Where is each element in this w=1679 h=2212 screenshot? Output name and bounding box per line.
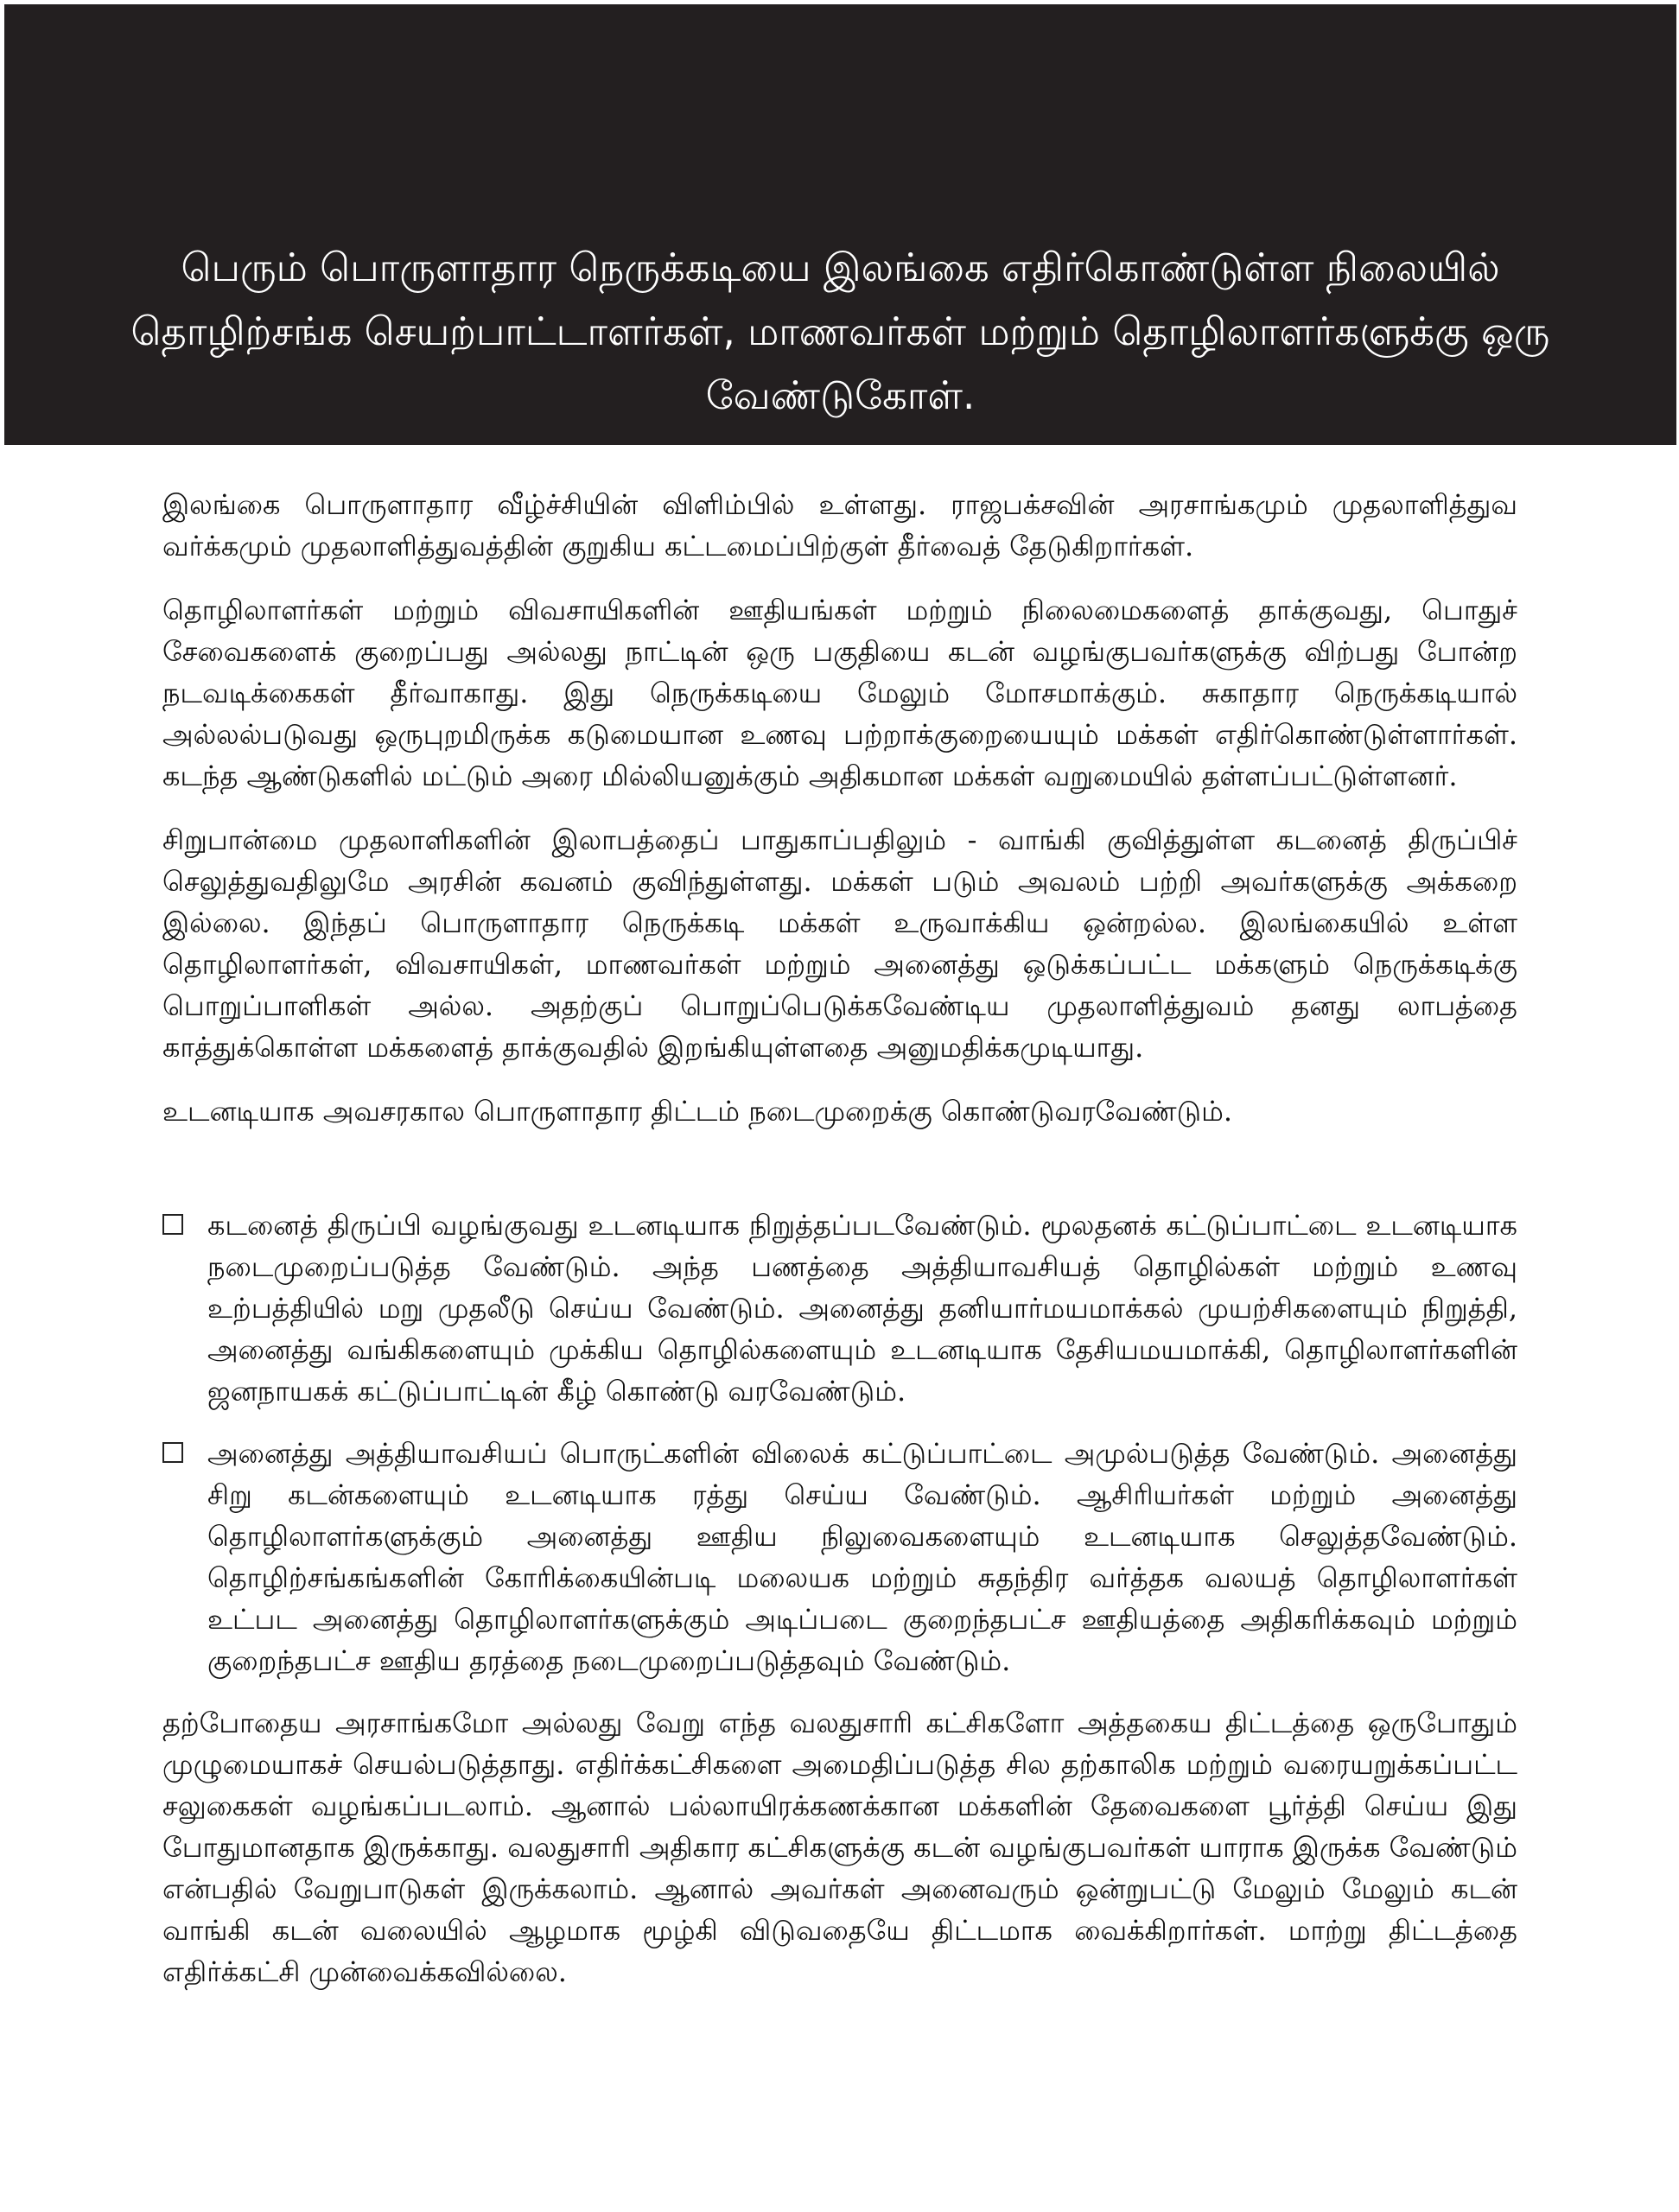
checkbox-icon	[162, 1214, 183, 1235]
title-banner	[4, 4, 1676, 445]
measures-paragraph: தொழிலாளர்கள் மற்றும் விவசாயிகளின் ஊதியங்கள் மற்றும் நிலைமைகளைத் தாக்குவது, பொதுச் சேவைகளைக் குறைப்பது அல்லது நாட்டின் ஒரு பகுதியை கடன் வழங்குபவர்களுக்கு விற்பது போன்ற நடவடிக்கைகள் தீர்வாகாது. இது நெருக்கடியை மேலும் மோசமாக்கும். சுகாதார நெருக்கடியால் அல்லல்படுவது ஒருபுறமிருக்க கடுமையான உணவு பற்றாக்குறையையும் மக்கள் எதிர்கொண்டுள்ளார்கள். கடந்த ஆண்டுகளில் மட்டும் அரை மில்லியனுக்கும் அதிகமான மக்கள் வறுமையில் தள்ளப்பட்டுள்ளனர்.	[162, 594, 1518, 792]
demand-debt-text: கடனைத் திருப்பி வழங்குவது உடனடியாக நிறுத்தப்படவேண்டும். மூலதனக் கட்டுப்பாட்டை உடனடியாக நடைமுறைப்படுத்த வேண்டும். அந்த பணத்தை அத்தியாவசியத் தொழில்கள் மற்றும் உணவு உற்பத்தியில் மறு முதலீடு செய்ய வேண்டும். அனைத்து தனியார்மயமாக்கல் முயற்சிகளையும் நிறுத்தி, அனைத்து வங்கிகளையும் முக்கிய தொழில்களையும் உடனடியாக தேசியமயமாக்கி, தொழிலாளர்களின் ஜனநாயகக் கட்டுப்பாட்டின் கீழ் கொண்டு வரவேண்டும்.	[207, 1209, 1517, 1408]
state-focus-paragraph: சிறுபான்மை முதலாளிகளின் இலாபத்தைப் பாதுகாப்பதிலும் - வாங்கி குவித்துள்ள கடனைத் திருப்பிச் செலுத்துவதிலுமே அரசின் கவனம் குவிந்துள்ளது. மக்கள் படும் அவலம் பற்றி அவர்களுக்கு அக்கறை இல்லை. இந்தப் பொருளாதார நெருக்கடி மக்கள் உருவாக்கிய ஒன்றல்ல. இலங்கையில் உள்ள தொழிலாளர்கள், விவசாயிகள், மாணவர்கள் மற்றும் அனைத்து ஒடுக்கப்பட்ட மக்களும் நெருக்கடிக்கு பொறுப்பாளிகள் அல்ல. அதற்குப் பொறுப்பெடுக்கவேண்டிய முதலாளித்துவம் தனது லாபத்தை காத்துக்கொள்ள மக்களைத் தாக்குவதில் இறங்கியுள்ளதை அனுமதிக்கமுடியாது.	[162, 823, 1517, 1064]
demands-list	[162, 1205, 1517, 1681]
intro-paragraph: இலங்கை பொருளாதார வீழ்ச்சியின் விளிம்பில் உள்ளது. ராஜபக்சவின் அரசாங்கமும் முதலாளித்துவ வர்க்கமும் முதலாளித்துவத்தின் குறுகிய கட்டமைப்பிற்குள் தீர்வைத் தேடுகிறார்கள்.	[162, 488, 1517, 563]
page-title: பெரும் பொருளாதார நெருக்கடியை இலங்கை எதிர்கொண்டுள்ள நிலையில் தொழிற்சங்க செயற்பாட்டாளர்கள், மாணவர்கள் மற்றும் தொழிலாளர்களுக்கு ஒரு வேண்டுகோள்.	[130, 245, 1550, 418]
document-body	[162, 484, 1517, 2015]
closing-paragraph: தற்போதைய அரசாங்கமோ அல்லது வேறு எந்த வலதுசாரி கட்சிகளோ அத்தகைய திட்டத்தை ஒருபோதும் முழுமையாகச் செயல்படுத்தாது. எதிர்க்கட்சிகளை அமைதிப்படுத்த சில தற்காலிக மற்றும் வரையறுக்கப்பட்ட சலுகைகள் வழங்கப்படலாம். ஆனால் பல்லாயிரக்கணக்கான மக்களின் தேவைகளை பூர்த்தி செய்ய இது போதுமானதாக இருக்காது. வலதுசாரி அதிகார கட்சிகளுக்கு கடன் வழங்குபவர்கள் யாராக இருக்க வேண்டும் என்பதில் வேறுபாடுகள் இருக்கலாம். ஆனால் அவர்கள் அனைவரும் ஒன்றுபட்டு மேலும் மேலும் கடன் வாங்கி கடன் வலையில் ஆழமாக மூழ்கி விடுவதையே திட்டமாக வைக்கிறார்கள். மாற்று திட்டத்தை எதிர்க்கட்சி முன்வைக்கவில்லை.	[162, 1707, 1518, 1988]
list-item	[162, 1433, 1517, 1681]
list-item	[162, 1205, 1517, 1412]
demand-prices-wages-text: அனைத்து அத்தியாவசியப் பொருட்களின் விலைக் கட்டுப்பாட்டை அமுல்படுத்த வேண்டும். அனைத்து சிறு கடன்களையும் உடனடியாக ரத்து செய்ய வேண்டும். ஆசிரியர்கள் மற்றும் அனைத்து தொழிலாளர்களுக்கும் அனைத்து ஊதிய நிலுவைகளையும் உடனடியாக செலுத்தவேண்டும். தொழிற்சங்கங்களின் கோரிக்கையின்படி மலையக மற்றும் சுதந்திர வர்த்தக வலயத் தொழிலாளர்கள் உட்பட அனைத்து தொழிலாளர்களுக்கும் அடிப்படை குறைந்தபட்ச ஊதியத்தை அதிகரிக்கவும் மற்றும் குறைந்தபட்ச ஊதிய தரத்தை நடைமுறைப்படுத்தவும் வேண்டும்.	[207, 1437, 1517, 1677]
emergency-plan-statement: உடனடியாக அவசரகால பொருளாதார திட்டம் நடைமுறைக்கு கொண்டுவரவேண்டும்.	[162, 1095, 1233, 1128]
checkbox-icon	[162, 1442, 183, 1463]
